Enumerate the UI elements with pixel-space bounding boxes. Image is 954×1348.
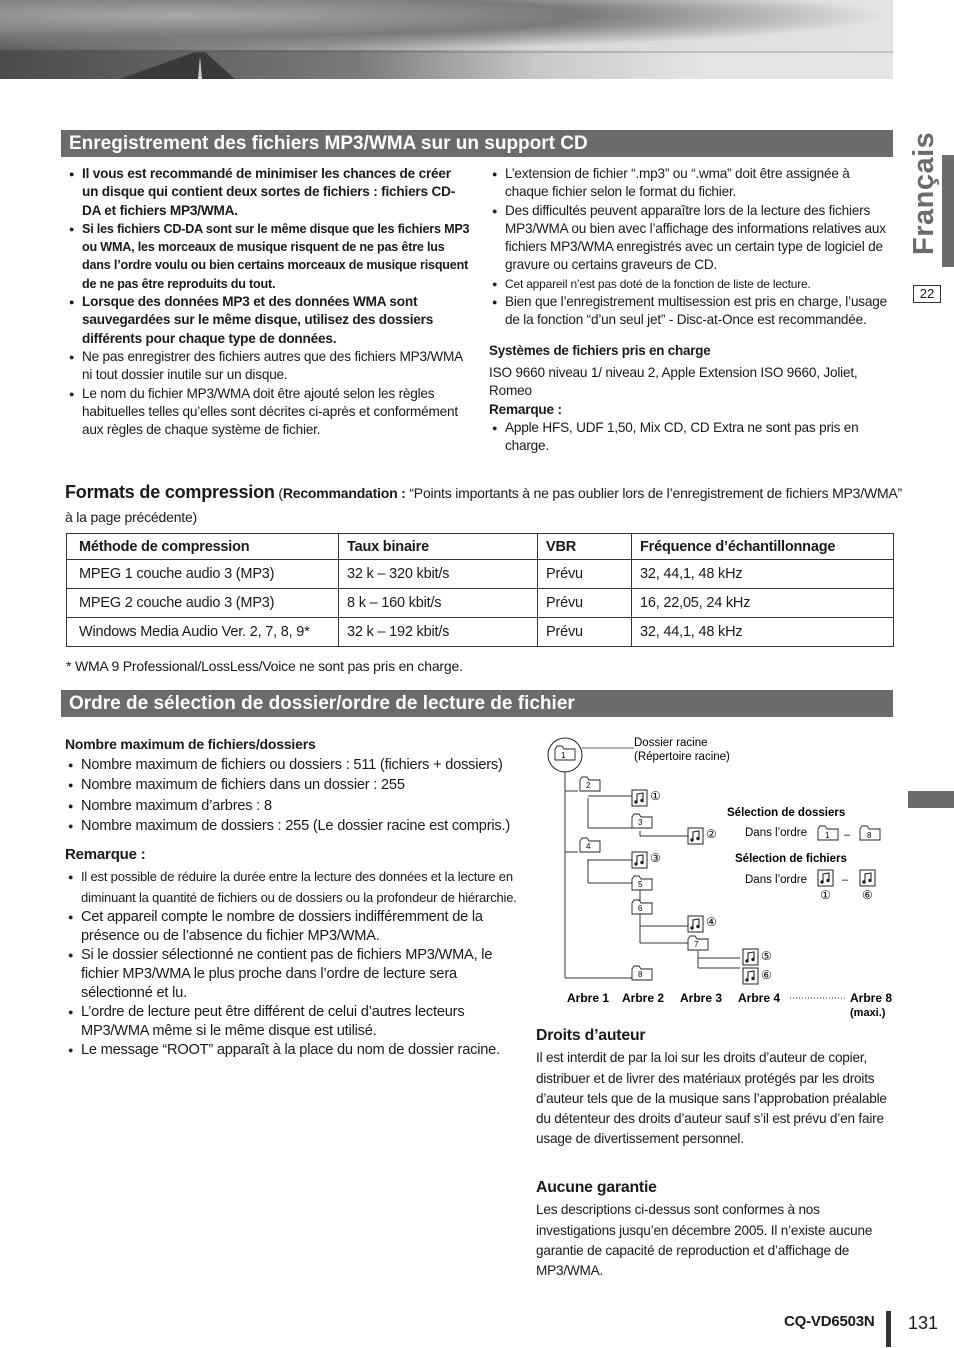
order-label: Dans l’ordre: [745, 874, 807, 886]
list-item: ● Des difficultés peuvent apparaître lors de la lecture des fichiers MP3/WMA ou bien avec l’affichage des informations relatives aux fichiers MP3/WMA enregistrés avec un certain type de logiciel de gravure ou certains graveurs de CD.: [489, 202, 896, 275]
tree-label: Arbre 4: [738, 991, 781, 1005]
copyright-text: Il est interdit de par la loi sur les droits d’auteur de copier, distribuer et de livrer des matériaux protégés par les droits d’auteur tels que de la musique sans l’approbation préalable du détenteur des droits d’auteur sauf s’il est prévu d’en faire usage de divertissement personnel.: [536, 1050, 887, 1147]
table-header-row: [67, 534, 894, 560]
column-header: Fréquence d’échantillonnage: [632, 534, 894, 560]
language-tab: [907, 131, 954, 267]
table-footnote: * WMA 9 Professional/LossLess/Voice ne sont pas pris en charge.: [66, 658, 463, 674]
list-item: ● Il est possible de réduire la durée entre la lecture des données et la lecture en diminuant la quantité de fichiers ou de dossiers ou la profondeur de hiérarchie.: [65, 867, 517, 908]
list-item: ● L’extension de fichier “.mp3” ou “.wma” doit être assignée à chaque fichier selon le format du fichier.: [489, 165, 896, 202]
dash: –: [842, 874, 849, 886]
file-number: ②: [706, 827, 717, 841]
language-label: Français: [908, 131, 940, 255]
folder-number: 3: [638, 818, 643, 827]
table-cell: 8 k – 160 kbit/s: [339, 589, 538, 618]
column-header: VBR: [538, 534, 632, 560]
order-label: Dans l’ordre: [745, 827, 807, 839]
copyright-block: [536, 1026, 896, 1150]
formats-heading: Formats de compression: [65, 482, 275, 502]
table-cell: 32, 44,1, 48 kHz: [632, 618, 894, 647]
list-item: ● Nombre maximum d’arbres : 8: [65, 796, 517, 817]
warranty-block: [536, 1178, 896, 1281]
column-header: Méthode de compression: [67, 534, 339, 560]
list-item: ● Ne pas enregistrer des fichiers autres que des fichiers MP3/WMA ni tout dossier inutile sur un disque.: [66, 348, 470, 385]
max-heading: Nombre maximum de fichiers/dossiers: [65, 736, 316, 752]
section2-left-column: [65, 730, 517, 1060]
folder-number: 7: [694, 940, 699, 949]
folder-number: 2: [586, 781, 591, 790]
tree-label: Arbre 2: [622, 991, 665, 1005]
tree-label: Arbre 8: [850, 991, 893, 1005]
tree-label: Arbre 3: [680, 991, 723, 1005]
table-cell: Prévu: [538, 589, 632, 618]
root-label-sub: (Répertoire racine): [634, 751, 730, 763]
list-item: ● Le nom du fichier MP3/WMA doit être ajouté selon les règles habituelles telles qu’elles sont décrites ci-après et conformément aux règles de chaque système de fichier.: [66, 385, 470, 440]
recommendation-label: Recommandation :: [282, 485, 406, 501]
footer-divider: [886, 1311, 891, 1347]
file-selection-label: Sélection de fichiers: [735, 853, 847, 865]
remark-label: Remarque :: [489, 401, 562, 417]
page-number: 131: [908, 1313, 939, 1333]
list-item: ● L’ordre de lecture peut être différent de celui d’autres lecteurs MP3/WMA même si le même disque est utilisé.: [65, 1003, 517, 1041]
chapter-page-box: 22: [913, 285, 941, 303]
table-cell: Windows Media Audio Ver. 2, 7, 8, 9*: [67, 618, 339, 647]
file-number: ①: [650, 789, 661, 803]
table-cell: MPEG 2 couche audio 3 (MP3): [67, 589, 339, 618]
list-item: ● Cet appareil n’est pas doté de la fonction de liste de lecture.: [489, 275, 896, 293]
model-number: CQ-VD6503N: [784, 1313, 875, 1330]
fs-heading: Systèmes de fichiers pris en charge: [489, 342, 711, 358]
column-header: Taux binaire: [339, 534, 538, 560]
list-item: ● Il vous est recommandé de minimiser les chances de créer un disque qui contient deux sortes de fichiers : fichiers CD-DA et fichiers MP3/WMA.: [66, 165, 470, 220]
section-title-recording: Enregistrement des fichiers MP3/WMA sur un support CD: [61, 130, 893, 157]
language-tab-bar: [942, 155, 954, 267]
root-label: Dossier racine: [634, 737, 708, 749]
folder-number: 8: [638, 970, 643, 979]
legend-folder-number: 1: [825, 831, 830, 840]
list-item: ● Nombre maximum de fichiers dans un dossier : 255: [65, 775, 517, 796]
list-item: ● Lorsque des données MP3 et des données WMA sont sauvegardées sur le même disque, utilisez des dossiers différents pour chaque type de données.: [66, 293, 470, 348]
list-item: ● Nombre maximum de fichiers ou dossiers : 511 (fichiers + dossiers): [65, 755, 517, 776]
list-item: ● Nombre maximum de dossiers : 255 (Le dossier racine est compris.): [65, 816, 517, 837]
section-title-order: Ordre de sélection de dossier/ordre de lecture de fichier: [61, 690, 893, 717]
remark-label: Remarque :: [65, 845, 146, 863]
folder-number: 6: [638, 904, 643, 913]
tree-label-max: (maxi.): [850, 1007, 886, 1019]
file-number: ④: [706, 915, 717, 929]
warranty-heading: Aucune garantie: [536, 1179, 657, 1196]
list-item: ● Bien que l’enregistrement multisession est pris en charge, l’usage de la fonction “d’un seul jet” - Disc-at-Once est recommandée.: [489, 293, 896, 330]
file-number: ⑥: [862, 888, 873, 902]
list-item: ● Cet appareil compte le nombre de dossiers indifféremment de la présence ou de l’absence du fichier MP3/WMA.: [65, 908, 517, 946]
file-number: ⑥: [761, 968, 772, 982]
open-paren: (: [274, 485, 283, 501]
section1-right-column: [489, 165, 896, 455]
header-road-photo: [0, 0, 893, 79]
fs-text: ISO 9660 niveau 1/ niveau 2, Apple Extension ISO 9660, Joliet, Romeo: [489, 364, 858, 399]
table-cell: Prévu: [538, 560, 632, 589]
table-row: [67, 560, 894, 589]
table-cell: 32, 44,1, 48 kHz: [632, 560, 894, 589]
table-cell: MPEG 1 couche audio 3 (MP3): [67, 560, 339, 589]
folder-selection-label: Sélection de dossiers: [727, 807, 846, 819]
table-cell: Prévu: [538, 618, 632, 647]
list-item: ● Si les fichiers CD-DA sont sur le même disque que les fichiers MP3 ou WMA, les morceaux de musique risquent de ne pas être lus dans l’ordre voulu ou bien certains morceaux de musique risquent de ne pas être reproduits du tout.: [66, 220, 470, 293]
table-cell: 32 k – 320 kbit/s: [339, 560, 538, 589]
folder-number: 1: [561, 751, 566, 760]
table-row: [67, 589, 894, 618]
warranty-text: Les descriptions ci-dessus sont conformes à nos investigations jusqu’en décembre 2005. Il n’existe aucune garantie de capacité de reproduction et d’affichage de MP3/WMA.: [536, 1202, 873, 1279]
folder-tree-diagram: [540, 728, 900, 1023]
list-item: ● Si le dossier sélectionné ne contient pas de fichiers MP3/WMA, le fichier MP3/WMA le plus proche dans l’ordre de lecture sera sélectionné et lu.: [65, 946, 517, 1003]
legend-folder-number: 8: [867, 831, 872, 840]
file-number: ⑤: [761, 949, 772, 963]
side-section-marker: [908, 791, 954, 808]
table-row: [67, 618, 894, 647]
list-item: ● Apple HFS, UDF 1,50, Mix CD, CD Extra ne sont pas pris en charge.: [489, 419, 896, 456]
section1-left-column: [66, 165, 470, 439]
formats-intro: [65, 480, 905, 529]
table-cell: 32 k – 192 kbit/s: [339, 618, 538, 647]
dash: –: [844, 829, 851, 841]
copyright-heading: Droits d’auteur: [536, 1027, 646, 1044]
file-number: ①: [820, 888, 831, 902]
tree-label: Arbre 1: [567, 991, 610, 1005]
recommendation-text: “Points importants à ne pas oublier lors de l’enregistrement de fichiers MP3/WMA” à la page précédente): [65, 485, 903, 525]
list-item: ● Le message “ROOT” apparaît à la place du nom de dossier racine.: [65, 1041, 517, 1060]
table-cell: 16, 22,05, 24 kHz: [632, 589, 894, 618]
folder-number: 4: [586, 842, 591, 851]
file-number: ③: [650, 851, 661, 865]
formats-table: [66, 533, 894, 647]
folder-number: 5: [638, 880, 643, 889]
